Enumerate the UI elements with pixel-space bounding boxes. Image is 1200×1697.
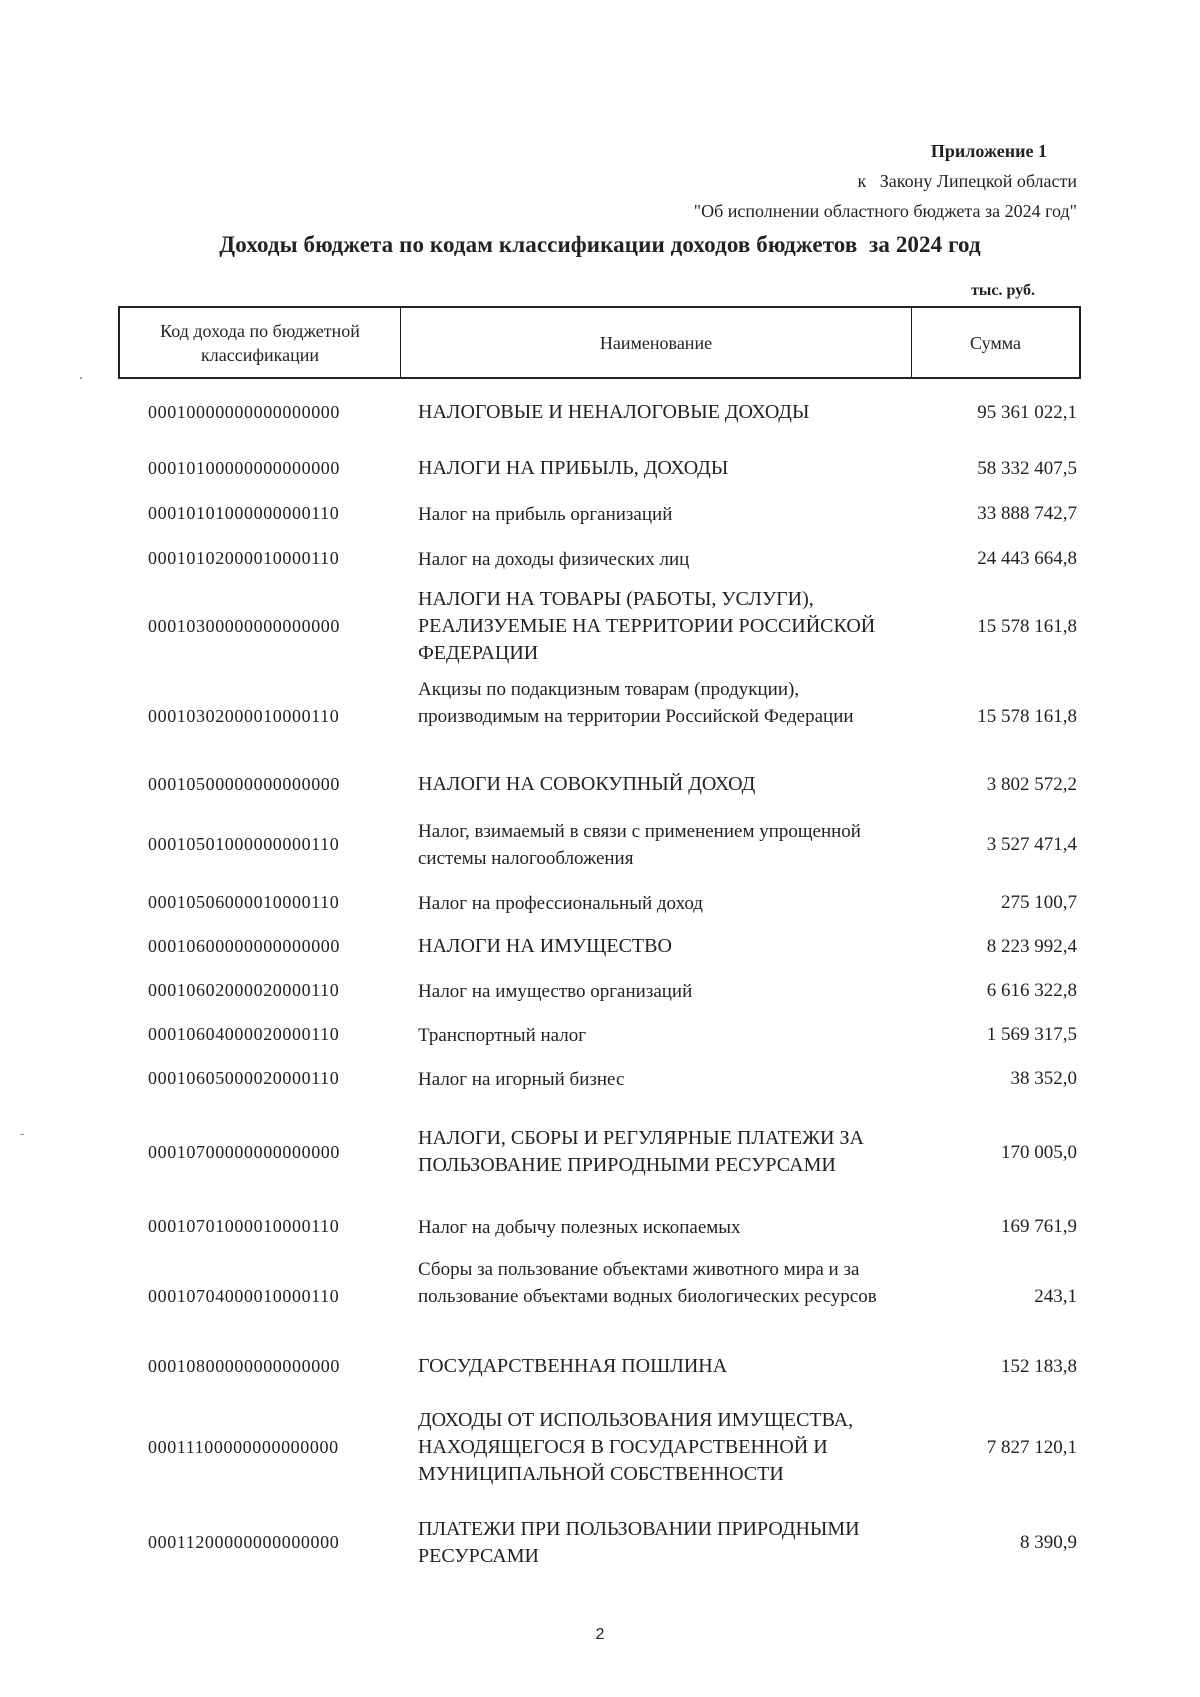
row-amount: 275 100,7 (1001, 892, 1077, 913)
row-name: Налог на игорный бизнес (418, 1069, 625, 1090)
row-name: Налог на прибыль организаций (418, 504, 673, 525)
row-code: 00010602000020000110 (148, 980, 340, 1000)
row-amount: 6 616 322,8 (986, 980, 1077, 1001)
row-amount: 3 527 471,4 (986, 834, 1077, 855)
row-amount: 152 183,8 (1001, 1356, 1077, 1377)
law-title: "Об исполнении областного бюджета за 2024 год" (693, 201, 1077, 221)
appendix-header (694, 136, 1077, 226)
row-amount: 33 888 742,7 (977, 503, 1077, 524)
row-amount: 8 390,9 (1020, 1532, 1077, 1553)
row-amount: 7 827 120,1 (986, 1437, 1077, 1458)
row-amount: 38 352,0 (1010, 1068, 1077, 1089)
row-amount: 8 223 992,4 (986, 936, 1077, 957)
row-name: Налог на имущество организаций (418, 981, 693, 1002)
row-amount: 3 802 572,2 (986, 774, 1077, 795)
row-name: НАЛОГИ, СБОРЫ И РЕГУЛЯРНЫЕ ПЛАТЕЖИ ЗА ПОЛЬЗОВАНИЕ ПРИРОДНЫМИ РЕСУРСАМИ (418, 1127, 864, 1176)
column-header-name: Наименование (401, 308, 912, 377)
row-name: Налог на доходы физических лиц (418, 549, 690, 570)
row-code: 00010100000000000000 (148, 458, 340, 478)
row-name: ПЛАТЕЖИ ПРИ ПОЛЬЗОВАНИИ ПРИРОДНЫМИ РЕСУРСАМИ (418, 1518, 860, 1567)
table-header (118, 306, 1081, 379)
row-code: 00010604000020000110 (148, 1024, 340, 1044)
row-code: 00010701000010000110 (148, 1216, 340, 1236)
row-name: Транспортный налог (418, 1025, 587, 1046)
row-amount: 24 443 664,8 (977, 548, 1077, 569)
row-amount: 95 361 022,1 (977, 402, 1077, 423)
row-name: НАЛОГИ НА ПРИБЫЛЬ, ДОХОДЫ (418, 457, 729, 479)
page-number: 2 (595, 1626, 605, 1643)
row-code: 00010302000010000110 (148, 706, 340, 726)
row-code: 00010000000000000000 (148, 402, 340, 422)
row-amount: 15 578 161,8 (977, 706, 1077, 727)
row-name: ГОСУДАРСТВЕННАЯ ПОШЛИНА (418, 1355, 728, 1377)
row-name: Налог, взимаемый в связи с применением упрощенной системы налогообложения (418, 821, 861, 869)
row-amount: 1 569 317,5 (986, 1024, 1077, 1045)
row-code: 00010800000000000000 (148, 1356, 340, 1376)
law-reference: к Закону Липецкой области (857, 171, 1077, 191)
column-header-code: Код дохода по бюджетной классификации (120, 308, 401, 377)
row-code: 00010605000020000110 (148, 1068, 340, 1088)
row-code: 00010102000010000110 (148, 548, 340, 568)
row-amount: 170 005,0 (1001, 1142, 1077, 1163)
document-title: Доходы бюджета по кодам классификации доходов бюджетов за 2024 год (219, 232, 981, 257)
row-amount: 58 332 407,5 (977, 458, 1077, 479)
row-name: НАЛОГОВЫЕ И НЕНАЛОГОВЫЕ ДОХОДЫ (418, 401, 810, 423)
row-code: 00010500000000000000 (148, 774, 340, 794)
row-name: НАЛОГИ НА ИМУЩЕСТВО (418, 935, 672, 957)
column-header-sum: Сумма (970, 332, 1021, 353)
row-code: 00011200000000000000 (148, 1532, 340, 1552)
row-name: ДОХОДЫ ОТ ИСПОЛЬЗОВАНИЯ ИМУЩЕСТВА, НАХОДЯЩЕГОСЯ В ГОСУДАРСТВЕННОЙ И МУНИЦИПАЛЬНОЙ СОБСТВЕННОСТИ (418, 1409, 854, 1485)
row-name: НАЛОГИ НА СОВОКУПНЫЙ ДОХОД (418, 773, 756, 795)
row-code: 00010300000000000000 (148, 616, 340, 636)
row-amount: 169 761,9 (1001, 1216, 1077, 1237)
scan-speck (80, 377, 82, 379)
scan-speck (20, 1134, 24, 1135)
row-name: Акцизы по подакцизным товарам (продукции), производимым на территории Российской Федерации (418, 679, 854, 727)
row-code: 00010501000000000110 (148, 834, 340, 854)
row-name: Сборы за пользование объектами животного мира и за пользование объектами водных биологических ресурсов (418, 1259, 877, 1307)
row-code: 00010101000000000110 (148, 503, 340, 523)
row-name: НАЛОГИ НА ТОВАРЫ (РАБОТЫ, УСЛУГИ), РЕАЛИЗУЕМЫЕ НА ТЕРРИТОРИИ РОССИЙСКОЙ ФЕДЕРАЦИИ (418, 588, 876, 664)
row-code: 00010704000010000110 (148, 1286, 340, 1306)
row-amount: 15 578 161,8 (977, 616, 1077, 637)
unit-label: тыс. руб. (971, 282, 1035, 299)
row-amount: 243,1 (1034, 1286, 1077, 1307)
row-code: 00010700000000000000 (148, 1142, 340, 1162)
row-name: Налог на добычу полезных ископаемых (418, 1217, 741, 1238)
row-name: Налог на профессиональный доход (418, 893, 703, 914)
row-code: 00011100000000000000 (148, 1437, 339, 1457)
row-code: 00010600000000000000 (148, 936, 340, 956)
appendix-label: Приложение 1 (930, 141, 1047, 161)
row-code: 00010506000010000110 (148, 892, 340, 912)
